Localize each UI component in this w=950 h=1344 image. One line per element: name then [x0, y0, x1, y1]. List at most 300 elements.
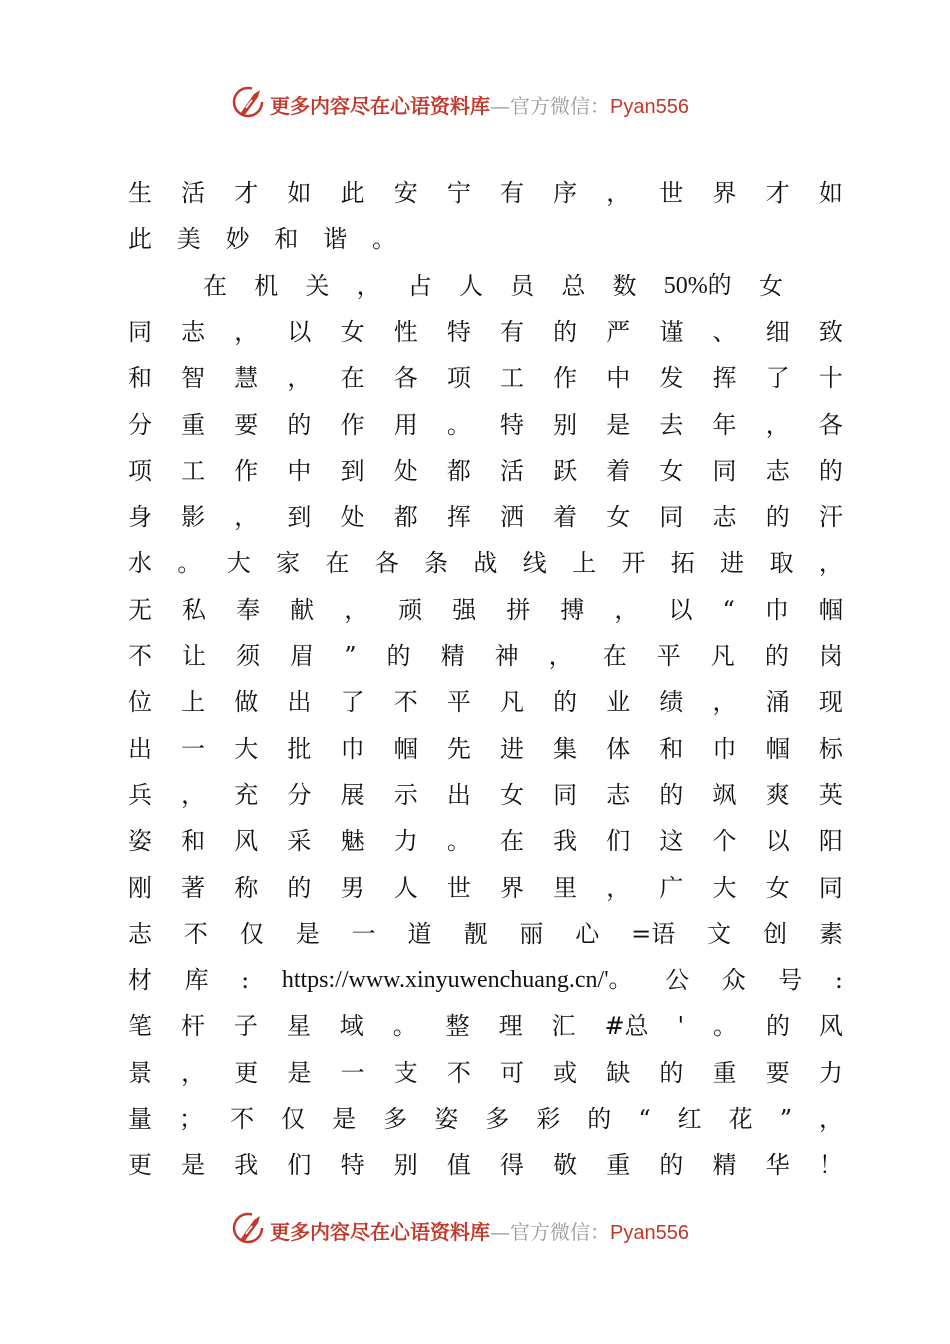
text-token: 值	[446, 1151, 471, 1180]
text-token: 平	[656, 642, 681, 670]
text-token: 子	[233, 1012, 258, 1041]
text-token: 和	[181, 827, 206, 856]
text-token: 如	[287, 179, 312, 207]
text-line	[128, 361, 843, 395]
text-token: 巾	[340, 734, 365, 763]
text-token: 顽	[398, 595, 423, 624]
text-token: 和	[128, 364, 152, 393]
text-token: 女	[340, 317, 365, 346]
header-banner-gray-text: —官方微信：	[490, 94, 610, 118]
text-token: 姿	[128, 827, 152, 856]
text-token: 要	[765, 1058, 790, 1087]
text-token: #总	[604, 1012, 649, 1041]
text-token: 以	[287, 317, 312, 346]
text-token: 同	[818, 873, 843, 902]
text-token: 才	[234, 179, 259, 207]
text-token: 条	[424, 549, 449, 578]
text-token: 拓	[670, 549, 695, 578]
text-token: 体	[606, 734, 631, 763]
text-token: 特	[340, 1151, 365, 1180]
text-token: 是	[295, 919, 320, 948]
text-token: 到	[287, 503, 312, 532]
text-token: ，	[287, 364, 312, 393]
text-token: 奉	[236, 595, 261, 624]
text-token: ，	[344, 595, 369, 624]
text-token: 致	[818, 317, 843, 346]
text-token: 界	[499, 873, 524, 902]
text-token: 50%的	[663, 272, 732, 299]
text-token: 发	[659, 364, 684, 393]
text-token: 花	[728, 1105, 753, 1133]
text-token: 志	[765, 456, 790, 485]
text-token: “	[638, 1105, 651, 1133]
text-line	[128, 778, 843, 812]
text-token: 刚	[128, 873, 152, 902]
text-token: 重	[606, 1151, 631, 1180]
text-token: 都	[393, 503, 418, 532]
text-token: 总	[561, 271, 586, 300]
text-token: 私	[182, 595, 207, 624]
text-token: 我	[234, 1151, 259, 1180]
text-token: 严	[606, 317, 631, 346]
text-token: 爽	[765, 780, 790, 809]
text-token: 们	[606, 827, 631, 856]
text-token: 展	[340, 780, 365, 809]
text-token: ，	[356, 271, 381, 300]
text-token: 工	[499, 364, 524, 393]
text-token: 分	[128, 410, 152, 439]
text-token: 先	[446, 734, 471, 763]
text-token: 杆	[180, 1012, 205, 1041]
text-token: ，	[818, 549, 843, 578]
text-token: 素	[818, 919, 843, 948]
text-line	[128, 408, 843, 442]
text-token: 的	[765, 1012, 790, 1041]
text-token: 各	[374, 549, 399, 578]
text-token: 的	[659, 1151, 684, 1180]
text-line	[128, 1102, 843, 1136]
text-token: 细	[765, 317, 790, 346]
text-token: 拼	[506, 595, 531, 624]
text-token: 的	[287, 873, 312, 902]
text-token: 女	[499, 780, 524, 809]
text-token: 活	[181, 179, 206, 207]
text-token: 做	[234, 688, 259, 717]
text-token: 充	[234, 780, 259, 809]
text-token: 此	[128, 225, 152, 254]
text-token: 别	[393, 1151, 418, 1180]
text-token: 中	[287, 456, 312, 485]
text-token: 域	[339, 1012, 364, 1041]
text-token: 处	[393, 456, 418, 485]
text-token: ”	[779, 1105, 792, 1133]
text-token: 在	[340, 364, 365, 393]
text-token: 道	[407, 919, 432, 948]
text-token: 作	[234, 456, 259, 485]
text-token: ，	[606, 873, 631, 902]
text-token: 大	[226, 549, 251, 578]
text-token: 帼	[818, 595, 843, 624]
text-token: 机	[254, 271, 279, 300]
text-token: 取	[769, 549, 794, 578]
text-line	[128, 685, 843, 719]
header-banner-red-text: 更多内容尽在心语资料库	[270, 94, 490, 118]
text-token: 影	[181, 503, 206, 532]
text-token: 都	[446, 456, 471, 485]
text-token: 同	[712, 456, 737, 485]
text-token: 序	[553, 179, 578, 207]
text-token: 不	[230, 1105, 255, 1133]
text-token: 华	[765, 1151, 790, 1180]
text-token: 支	[393, 1058, 418, 1087]
text-token: 才	[765, 179, 790, 207]
text-token: 的	[587, 1105, 612, 1133]
text-token: 在	[602, 642, 627, 670]
text-token: 们	[287, 1151, 312, 1180]
text-token: 员	[510, 271, 535, 300]
text-token: 世	[659, 179, 684, 207]
text-token: 有	[499, 179, 524, 207]
text-token: 志	[606, 780, 631, 809]
text-token: 英	[818, 780, 843, 809]
text-token: 的	[765, 503, 790, 532]
text-token: 各	[818, 410, 843, 439]
text-token: ，	[234, 317, 259, 346]
header-banner-id: Pyan556	[610, 96, 689, 118]
text-token: 活	[499, 456, 524, 485]
text-line	[128, 917, 843, 951]
text-token: 大	[712, 873, 737, 902]
text-token: 进	[720, 549, 745, 578]
text-token: 一	[351, 919, 376, 948]
text-token: 着	[606, 456, 631, 485]
text-token: 的	[659, 1058, 684, 1087]
text-token: 力	[393, 827, 418, 856]
text-token: 量	[128, 1105, 152, 1133]
text-token: 重	[181, 410, 206, 439]
text-token: “	[722, 595, 735, 624]
text-token: 挥	[446, 503, 471, 532]
text-token: 着	[553, 503, 578, 532]
text-token: ，	[181, 1058, 206, 1087]
text-token: 是	[287, 1058, 312, 1087]
text-token: 示	[393, 780, 418, 809]
text-token: 上	[181, 688, 206, 717]
text-token: 在	[499, 827, 524, 856]
text-token: 多	[485, 1105, 510, 1133]
text-token: 占	[407, 271, 432, 300]
text-token: 个	[712, 827, 737, 856]
text-token: 家	[276, 549, 301, 578]
text-token: 仅	[281, 1105, 306, 1133]
text-token: 涌	[765, 688, 790, 717]
text-token: 和	[274, 225, 299, 254]
text-token: 线	[522, 549, 547, 578]
text-token: 各	[393, 364, 418, 393]
text-token: 了	[765, 364, 790, 393]
text-token: 巾	[712, 734, 737, 763]
text-token: 不	[446, 1058, 471, 1087]
text-token: 创	[763, 919, 788, 948]
text-token: 志	[712, 503, 737, 532]
text-token: 绩	[659, 688, 684, 717]
text-token: 女	[758, 271, 783, 300]
text-token: 同	[659, 503, 684, 532]
text-token: 。	[446, 827, 471, 856]
text-token: 整	[445, 1012, 470, 1041]
text-token: 如	[818, 179, 843, 207]
text-token: 开	[621, 549, 646, 578]
text-token: 采	[287, 827, 312, 856]
text-token: 同	[553, 780, 578, 809]
text-token: 跃	[553, 456, 578, 485]
text-token: 的	[764, 642, 789, 670]
text-token: 出	[287, 688, 312, 717]
text-token: 文	[707, 919, 732, 948]
text-token: 现	[818, 688, 843, 717]
text-token: 男	[340, 873, 365, 902]
text-token: 强	[452, 595, 477, 624]
text-token: 战	[473, 549, 498, 578]
footer-banner	[0, 1210, 950, 1250]
text-token: 多	[383, 1105, 408, 1133]
text-token: 挥	[712, 364, 737, 393]
text-token: 作	[553, 364, 578, 393]
text-token: ，	[712, 688, 737, 717]
text-token: 工	[181, 456, 206, 485]
text-token: 中	[606, 364, 631, 393]
text-token: 号	[778, 966, 803, 995]
text-token: 和	[659, 734, 684, 763]
text-line	[203, 269, 783, 303]
text-line	[128, 1056, 843, 1090]
text-token: 位	[128, 688, 152, 717]
text-token: 须	[236, 642, 261, 670]
text-token: 十	[818, 364, 843, 393]
text-line	[128, 222, 396, 256]
text-token: 帼	[393, 734, 418, 763]
text-token: 兵	[128, 780, 152, 809]
text-token: 生	[128, 179, 152, 207]
text-line	[128, 963, 843, 997]
text-token: 称	[234, 873, 259, 902]
text-token: =语	[631, 919, 676, 948]
text-token: 精	[712, 1151, 737, 1180]
text-token: 了	[340, 688, 365, 717]
text-token: 。	[371, 225, 396, 254]
text-token: 靓	[463, 919, 488, 948]
text-token: 著	[181, 873, 206, 902]
text-token: ，	[819, 1105, 843, 1133]
text-token: 上	[572, 549, 597, 578]
text-token: 妙	[225, 225, 250, 254]
text-token: 仅	[239, 919, 264, 948]
text-token: 在	[325, 549, 350, 578]
text-line	[128, 315, 843, 349]
text-line	[128, 732, 843, 766]
text-token: 风	[818, 1012, 843, 1041]
text-token: 性	[393, 317, 418, 346]
text-token: 不	[128, 642, 152, 670]
text-line	[128, 1148, 843, 1182]
text-token: 宁	[446, 179, 471, 207]
text-token: 关	[305, 271, 330, 300]
text-token: 出	[128, 734, 152, 763]
text-token: 丽	[519, 919, 544, 948]
text-token: 安	[393, 179, 418, 207]
text-token: 搏	[560, 595, 585, 624]
text-token: 一	[340, 1058, 365, 1087]
text-token: 汇	[551, 1012, 576, 1041]
text-token: 一	[181, 734, 206, 763]
text-token: 志	[128, 919, 152, 948]
text-line	[128, 500, 843, 534]
text-token: 敬	[553, 1151, 578, 1180]
text-token: ，	[606, 179, 631, 207]
text-token: 献	[290, 595, 315, 624]
text-token: 无	[128, 595, 152, 624]
text-line	[128, 1009, 843, 1043]
text-token: 志	[181, 317, 206, 346]
text-token: 的	[287, 410, 312, 439]
text-token: 谐	[323, 225, 348, 254]
text-token: 或	[553, 1058, 578, 1087]
text-token: 凡	[499, 688, 524, 717]
text-token: :	[834, 966, 843, 995]
text-token: 阳	[818, 827, 843, 856]
text-token: 风	[234, 827, 259, 856]
text-token: 、	[712, 317, 737, 346]
text-token: 精	[440, 642, 465, 670]
text-token: ；	[179, 1105, 204, 1133]
text-token: '	[677, 1012, 685, 1041]
text-token: 是	[606, 410, 631, 439]
text-line	[128, 454, 843, 488]
text-token: 要	[234, 410, 259, 439]
footer-banner-id: Pyan556	[610, 1222, 689, 1244]
text-token: 帼	[765, 734, 790, 763]
text-token: 别	[553, 410, 578, 439]
text-token: 人	[458, 271, 483, 300]
text-token: 的	[659, 780, 684, 809]
text-token: 世	[446, 873, 471, 902]
text-token: 理	[498, 1012, 523, 1041]
text-token: 彩	[536, 1105, 561, 1133]
text-token: 处	[340, 503, 365, 532]
text-token: 景	[128, 1058, 152, 1087]
text-line	[128, 546, 843, 580]
text-token: 心	[575, 919, 600, 948]
text-token: ，	[548, 642, 573, 670]
text-token: 在	[203, 271, 227, 300]
text-token: 女	[606, 503, 631, 532]
text-token: 项	[446, 364, 471, 393]
text-token: 可	[499, 1058, 524, 1087]
text-token: 巾	[764, 595, 789, 624]
text-token: 分	[287, 780, 312, 809]
text-token: ，	[234, 503, 259, 532]
text-token: 智	[181, 364, 206, 393]
text-token: 神	[494, 642, 519, 670]
text-token: 用	[393, 410, 418, 439]
text-token: 慧	[234, 364, 259, 393]
text-token: 力	[818, 1058, 843, 1087]
text-token: 让	[182, 642, 207, 670]
text-token: 同	[128, 317, 152, 346]
text-token: 洒	[499, 503, 524, 532]
text-token: 批	[287, 734, 312, 763]
text-token: 。	[446, 410, 471, 439]
text-token: ！	[818, 1151, 843, 1180]
text-token: 材	[128, 966, 152, 995]
text-token: 的	[818, 456, 843, 485]
text-token: 有	[499, 317, 524, 346]
text-token: 众	[721, 966, 746, 995]
text-token: 项	[128, 456, 152, 485]
text-token: https://www.xinyuwenchuang.cn/'。	[281, 967, 633, 994]
text-line	[128, 871, 843, 905]
text-line	[128, 639, 843, 673]
text-token: 红	[677, 1105, 702, 1133]
text-token: 此	[340, 179, 365, 207]
text-token: 汗	[818, 503, 843, 532]
text-token: 的	[386, 642, 411, 670]
text-line	[128, 176, 843, 210]
text-token: 人	[393, 873, 418, 902]
text-line	[128, 593, 843, 627]
text-token: 特	[499, 410, 524, 439]
text-line	[128, 824, 843, 858]
text-token: 这	[659, 827, 684, 856]
text-token: ，	[181, 780, 206, 809]
text-token: 以	[668, 595, 693, 624]
text-token: 女	[659, 456, 684, 485]
text-token: 岗	[818, 642, 843, 670]
footer-banner-gray-text: —官方微信：	[490, 1220, 610, 1244]
text-token: 魅	[340, 827, 365, 856]
text-token: 笔	[128, 1012, 152, 1041]
text-token: 谨	[659, 317, 684, 346]
text-token: 重	[712, 1058, 737, 1087]
text-token: 水	[128, 549, 152, 578]
text-token: 以	[765, 827, 790, 856]
text-token: 去	[659, 410, 684, 439]
text-token: 作	[340, 410, 365, 439]
text-token: 到	[340, 456, 365, 485]
text-token: 。	[177, 549, 202, 578]
text-token: 不	[183, 919, 208, 948]
text-token: 是	[181, 1151, 206, 1180]
text-token: 得	[499, 1151, 524, 1180]
text-token: 不	[393, 688, 418, 717]
text-token: 库	[184, 966, 209, 995]
text-token: 星	[286, 1012, 311, 1041]
footer-banner-red-text: 更多内容尽在心语资料库	[270, 1220, 490, 1244]
pen-nib-logo-icon	[232, 1210, 268, 1246]
header-banner	[0, 84, 950, 124]
text-token: 标	[818, 734, 843, 763]
text-token: 的	[553, 317, 578, 346]
text-token: :	[241, 966, 250, 995]
text-token: 凡	[710, 642, 735, 670]
text-token: 身	[128, 503, 152, 532]
text-token: 姿	[434, 1105, 459, 1133]
text-token: 进	[499, 734, 524, 763]
text-token: 出	[446, 780, 471, 809]
text-token: 缺	[606, 1058, 631, 1087]
text-token: 更	[234, 1058, 259, 1087]
text-token: 广	[659, 873, 684, 902]
